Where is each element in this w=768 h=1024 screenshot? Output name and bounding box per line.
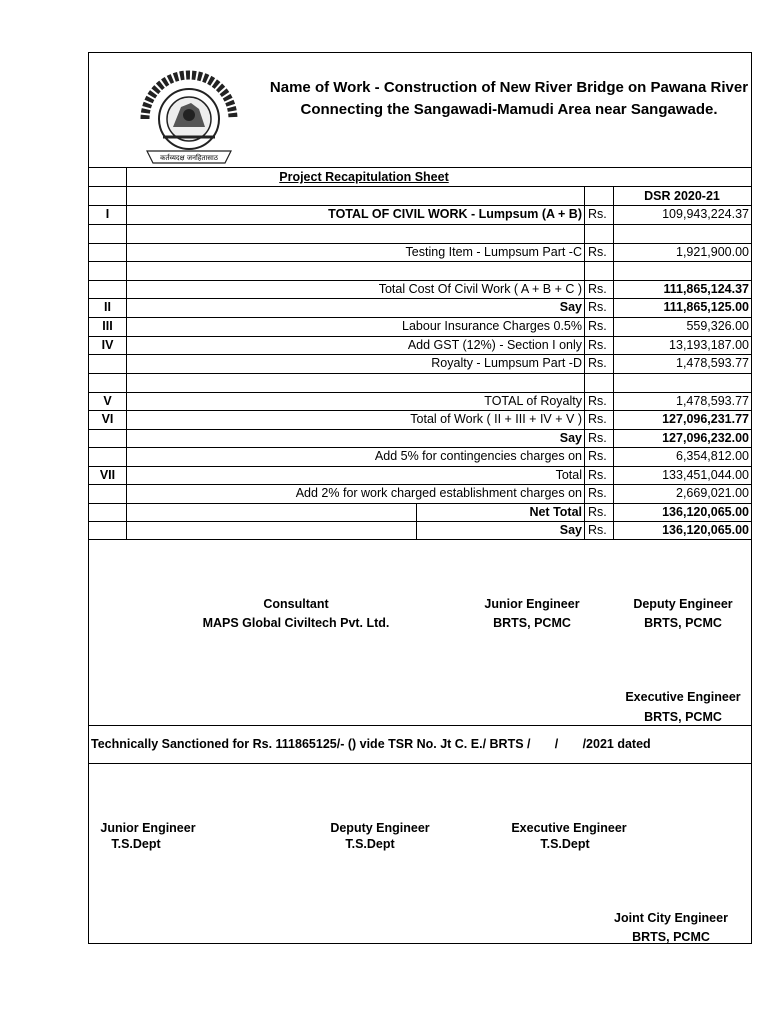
row-unit: Rs. bbox=[588, 449, 607, 463]
row-label: TOTAL of Royalty bbox=[484, 394, 582, 408]
row-amount: 127,096,231.77 bbox=[662, 412, 749, 426]
row-roman: II bbox=[104, 300, 111, 314]
row-roman: I bbox=[105, 207, 110, 221]
row-label: Add GST (12%) - Section I only bbox=[407, 338, 582, 352]
row-label: Royalty - Lumpsum Part -D bbox=[431, 356, 582, 370]
de-org: BRTS, PCMC bbox=[644, 616, 722, 630]
row-roman: VI bbox=[101, 412, 114, 426]
row-unit: Rs. bbox=[588, 486, 607, 500]
row-label: Say bbox=[559, 300, 582, 314]
ts-ee-dept: T.S.Dept bbox=[540, 837, 590, 851]
recap-title: Project Recapitulation Sheet bbox=[279, 170, 449, 184]
ts-je-title: Junior Engineer bbox=[100, 821, 196, 835]
row-unit: Rs. bbox=[588, 245, 607, 259]
row-label: Labour Insurance Charges 0.5% bbox=[402, 319, 582, 333]
row-label: Add 2% for work charged establishment charges on bbox=[295, 486, 582, 500]
je-org: BRTS, PCMC bbox=[493, 616, 571, 630]
row-unit: Rs. bbox=[588, 412, 607, 426]
row-unit: Rs. bbox=[588, 207, 607, 221]
row-label: Say bbox=[559, 523, 582, 537]
je-title: Junior Engineer bbox=[484, 597, 580, 611]
row-amount: 127,096,232.00 bbox=[662, 431, 749, 445]
pcmc-logo bbox=[133, 57, 245, 167]
ts-de-dept: T.S.Dept bbox=[345, 837, 395, 851]
name-of-work: Name of Work - Construction of New River Bridge on Pawana River Connecting the Sangawadi-Mamudi Area near Sangawade. bbox=[269, 79, 749, 118]
row-label: Testing Item - Lumpsum Part -C bbox=[405, 245, 582, 259]
row-amount: 133,451,044.00 bbox=[662, 468, 749, 482]
row-amount: 1,478,593.77 bbox=[676, 394, 749, 408]
row-label: Total Cost Of Civil Work ( A + B + C ) bbox=[378, 282, 582, 296]
row-amount: 2,669,021.00 bbox=[676, 486, 749, 500]
row-label: Net Total bbox=[529, 505, 582, 519]
row-unit: Rs. bbox=[588, 505, 607, 519]
row-label: Total bbox=[555, 468, 582, 482]
ee-org: BRTS, PCMC bbox=[644, 710, 722, 724]
row-unit: Rs. bbox=[588, 300, 607, 314]
row-amount: 109,943,224.37 bbox=[662, 207, 749, 221]
row-unit: Rs. bbox=[588, 468, 607, 482]
logo-caption: कर्तव्यदक्ष जनहितासाठ bbox=[160, 154, 218, 162]
row-roman: III bbox=[102, 319, 113, 333]
recap-sheet-page bbox=[88, 52, 752, 944]
row-unit: Rs. bbox=[588, 394, 607, 408]
row-label: Total of Work ( II + III + IV + V ) bbox=[410, 412, 582, 426]
ts-je-dept: T.S.Dept bbox=[111, 837, 161, 851]
row-amount: 111,865,125.00 bbox=[663, 300, 749, 314]
row-roman: IV bbox=[101, 338, 114, 352]
ts-de-title: Deputy Engineer bbox=[330, 821, 430, 835]
row-amount: 6,354,812.00 bbox=[676, 449, 749, 463]
ts-ee-title: Executive Engineer bbox=[511, 821, 627, 835]
consultant-org: MAPS Global Civiltech Pvt. Ltd. bbox=[202, 616, 390, 630]
row-amount: 111,865,124.37 bbox=[663, 282, 749, 296]
row-unit: Rs. bbox=[588, 319, 607, 333]
jce-org: BRTS, PCMC bbox=[632, 930, 710, 944]
row-unit: Rs. bbox=[588, 338, 607, 352]
de-title: Deputy Engineer bbox=[633, 597, 733, 611]
technical-sanction-text: Technically Sanctioned for Rs. 111865125/- () vide TSR No. Jt C. E./ BRTS / / /2021 dated bbox=[91, 737, 651, 751]
row-label: TOTAL OF CIVIL WORK - Lumpsum (A + B) bbox=[328, 207, 582, 221]
jce-title: Joint City Engineer bbox=[614, 911, 728, 925]
row-unit: Rs. bbox=[588, 523, 607, 537]
ee-title: Executive Engineer bbox=[625, 690, 741, 704]
row-unit: Rs. bbox=[588, 282, 607, 296]
row-amount: 559,326.00 bbox=[686, 319, 749, 333]
row-amount: 13,193,187.00 bbox=[669, 338, 749, 352]
row-roman: V bbox=[103, 394, 112, 408]
dsr-label: DSR 2020-21 bbox=[644, 189, 720, 203]
row-amount: 136,120,065.00 bbox=[662, 505, 749, 519]
row-roman: VII bbox=[99, 468, 116, 482]
row-amount: 136,120,065.00 bbox=[662, 523, 749, 537]
row-amount: 1,921,900.00 bbox=[676, 245, 749, 259]
row-unit: Rs. bbox=[588, 431, 607, 445]
consultant-title: Consultant bbox=[263, 597, 329, 611]
row-unit: Rs. bbox=[588, 356, 607, 370]
row-amount: 1,478,593.77 bbox=[676, 356, 749, 370]
row-label: Add 5% for contingencies charges on bbox=[374, 449, 582, 463]
row-label: Say bbox=[559, 431, 582, 445]
